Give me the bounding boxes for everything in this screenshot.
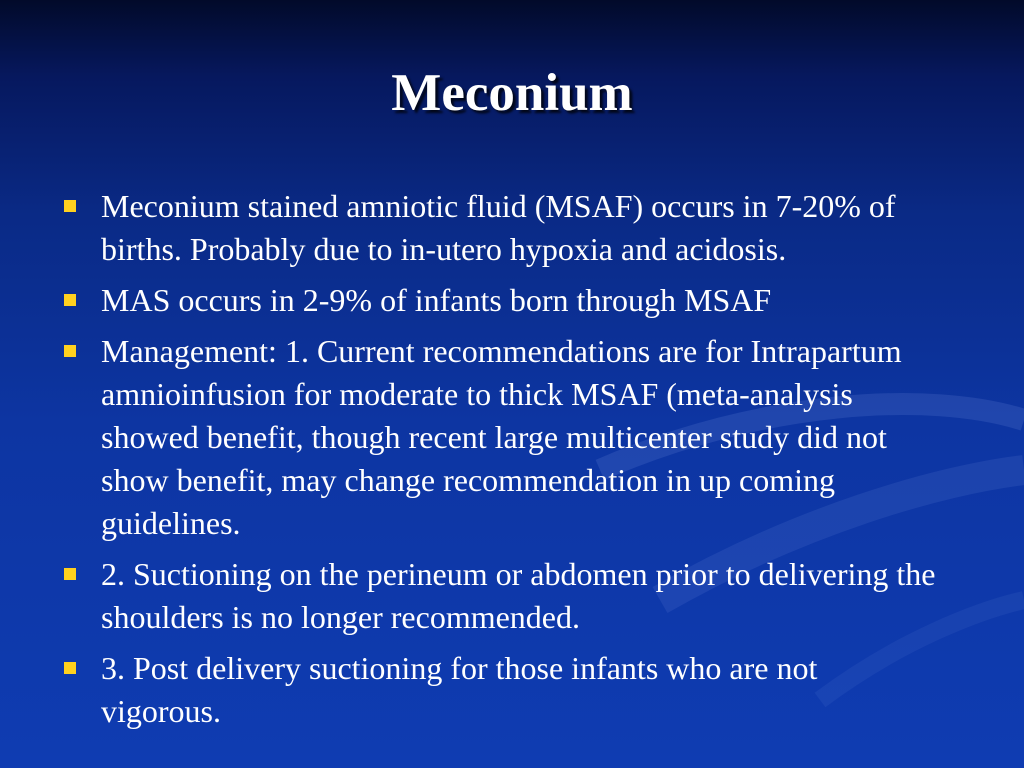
bullet-text: Meconium stained amniotic fluid (MSAF) occurs in 7-20% of births. Probably due to in-utero hypoxia and acidosis. (101, 188, 896, 267)
square-bullet-icon (64, 294, 76, 306)
square-bullet-icon (64, 568, 76, 580)
square-bullet-icon (64, 200, 76, 212)
bullet-text: 3. Post delivery suctioning for those infants who are not vigorous. (101, 650, 818, 729)
bullet-text: 2. Suctioning on the perineum or abdomen prior to delivering the shoulders is no longer recommended. (101, 556, 936, 635)
square-bullet-icon (64, 345, 76, 357)
square-bullet-icon (64, 662, 76, 674)
bullet-text: MAS occurs in 2-9% of infants born through MSAF (101, 282, 772, 318)
bullet-list (60, 185, 940, 741)
bullet-item (60, 647, 940, 733)
bullet-item (60, 553, 940, 639)
slide-title: Meconium (391, 64, 633, 122)
bullet-item (60, 279, 940, 322)
bullet-item (60, 330, 940, 545)
bullet-text: Management: 1. Current recommendations are for Intrapartum amnioinfusion for moderate to thick MSAF (meta-analysis showed benefit, though recent large multicenter study did not show benefit, may change recommendation in up coming guidelines. (101, 333, 902, 541)
bullet-item (60, 185, 940, 271)
